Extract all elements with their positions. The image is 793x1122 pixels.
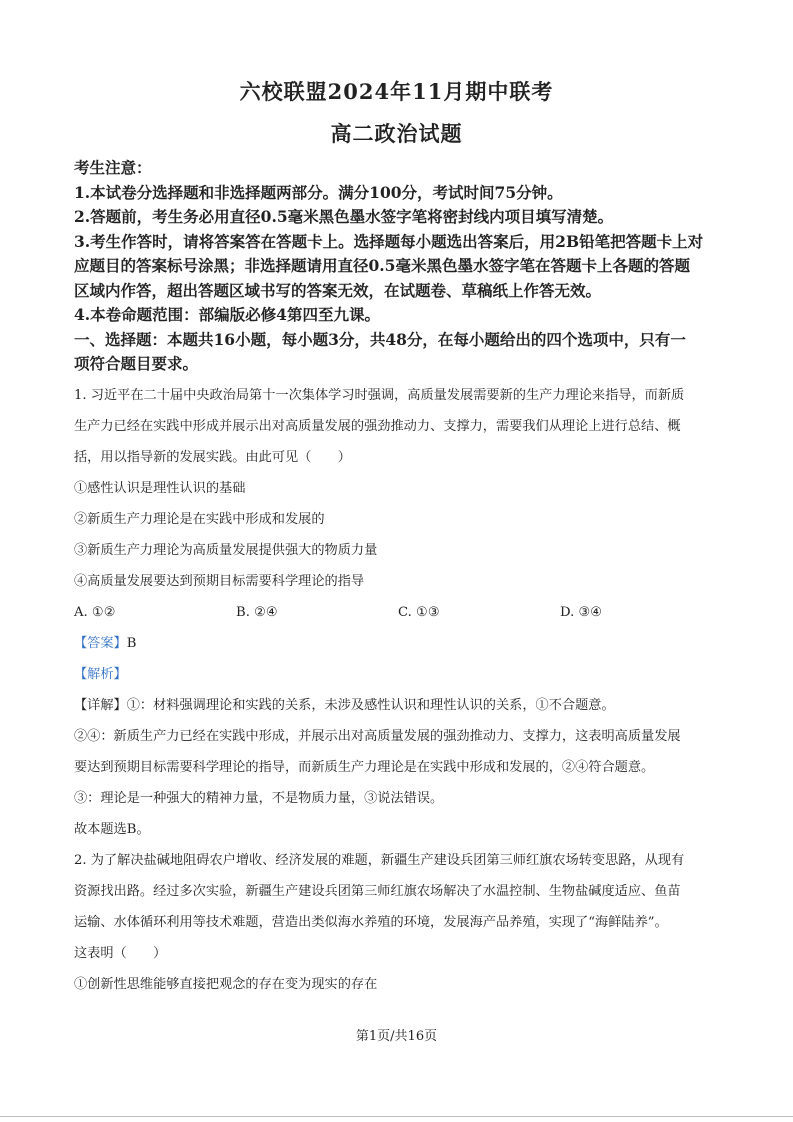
q1-statement-4: ④高质量发展要达到预期目标需要科学理论的指导 — [74, 574, 365, 589]
q1-option-b: B. ②④ — [236, 605, 278, 620]
exam-subtitle: 高二政治试题 — [330, 121, 463, 146]
section-heading-b: 项符合题目要求。 — [74, 354, 199, 373]
q1-statement-2: ②新质生产力理论是在实践中形成和发展的 — [74, 512, 325, 527]
q1-option-d: D. ③④ — [560, 605, 603, 620]
notice-line-1: 1.本试卷分选择题和非选择题两部分。满分100分，考试时间75分钟。 — [74, 182, 563, 202]
exam-notice — [74, 156, 734, 377]
notice-heading: 考生注意： — [74, 158, 152, 177]
q1-stem-1: 1. 习近平在二十届中央政治局第十一次集体学习时强调，高质量发展需要新的生产力理论来指导，而新质 — [74, 388, 685, 403]
q1-option-c: C. ①③ — [398, 605, 440, 620]
q1-detail-2b: 要达到预期目标需要科学理论的指导，而新质生产力理论是在实践中形成和发展的，②④符合题意。 — [74, 760, 655, 775]
section-heading-a: 一、选择题：本题共16小题，每小题3分，共48分，在每小题给出的四个选项中，只有一 — [74, 329, 686, 349]
q2-statement-1: ①创新性思维能够直接把观念的存在变为现实的存在 — [74, 977, 378, 992]
notice-line-2: 2.答题前，考生务必用直径0.5毫米黑色墨水签字笔将密封线内项目填写清楚。 — [74, 207, 614, 226]
notice-line-3b: 应题目的答案标号涂黑；非选择题请用直径0.5毫米黑色墨水签字笔在答题卡上各题的答题 — [74, 256, 690, 275]
q1-detail-2a: ②④：新质生产力已经在实践中形成，并展示出对高质量发展的强劲推动力、支撑力，这表明高质量发展 — [74, 729, 681, 744]
q2-stem-2: 资源找出路。经过多次实验，新疆生产建设兵团第三师红旗农场解决了水温控制、生物盐碱度适应、鱼苗 — [74, 884, 681, 899]
q2-stem-1: 2. 为了解决盐碱地阻碍农户增收、经济发展的难题，新疆生产建设兵团第三师红旗农场转变思路，从现有 — [74, 853, 685, 868]
q2-stem-3: 运输、水体循环利用等技术难题，营造出类似海水养殖的环境，发展海产品养殖，实现了“海鲜陆养”。 — [74, 915, 668, 930]
q1-detail-3: ③：理论是一种强大的精神力量，不是物质力量，③说法错误。 — [74, 791, 444, 806]
q1-analysis — [74, 659, 726, 690]
page-number: 第1页/共16页 — [355, 1029, 438, 1044]
notice-line-4: 4.本卷命题范围：部编版必修4第四至九课。 — [74, 305, 380, 324]
q1-options — [74, 597, 726, 628]
answer-tag: 【答案】 — [74, 636, 127, 651]
question-1 — [74, 380, 726, 1000]
analysis-tag: 【解析】 — [74, 667, 127, 682]
q1-option-a: A. ①② — [74, 605, 116, 620]
q1-answer — [74, 628, 726, 659]
exam-title: 六校联盟2024年11月期中联考 — [239, 79, 554, 104]
q1-statement-1: ①感性认识是理性认识的基础 — [74, 481, 246, 496]
q1-detail-1: 【详解】①：材料强调理论和实践的关系，未涉及感性认识和理性认识的关系，①不合题意。 — [74, 698, 615, 713]
q2-stem-4: 这表明（ ） — [74, 946, 167, 961]
q1-conclusion: 故本题选B。 — [74, 822, 150, 837]
q1-statement-3: ③新质生产力理论为高质量发展提供强大的物质力量 — [74, 543, 378, 558]
page-bottom-divider — [0, 1116, 793, 1117]
answer-value: B — [126, 636, 137, 651]
notice-line-3a: 3.考生作答时，请将答案答在答题卡上。选择题每小题选出答案后，用2B铅笔把答题卡上对 — [74, 231, 704, 251]
q1-stem-2: 生产力已经在实践中形成并展示出对高质量发展的强劲推动力、支撑力，需要我们从理论上进行总结、概 — [74, 419, 681, 434]
notice-line-3c: 区域内作答，超出答题区域书写的答案无效，在试题卷、草稿纸上作答无效。 — [74, 280, 602, 300]
q1-stem-3: 括，用以指导新的发展实践。由此可见（ ） — [74, 450, 351, 465]
